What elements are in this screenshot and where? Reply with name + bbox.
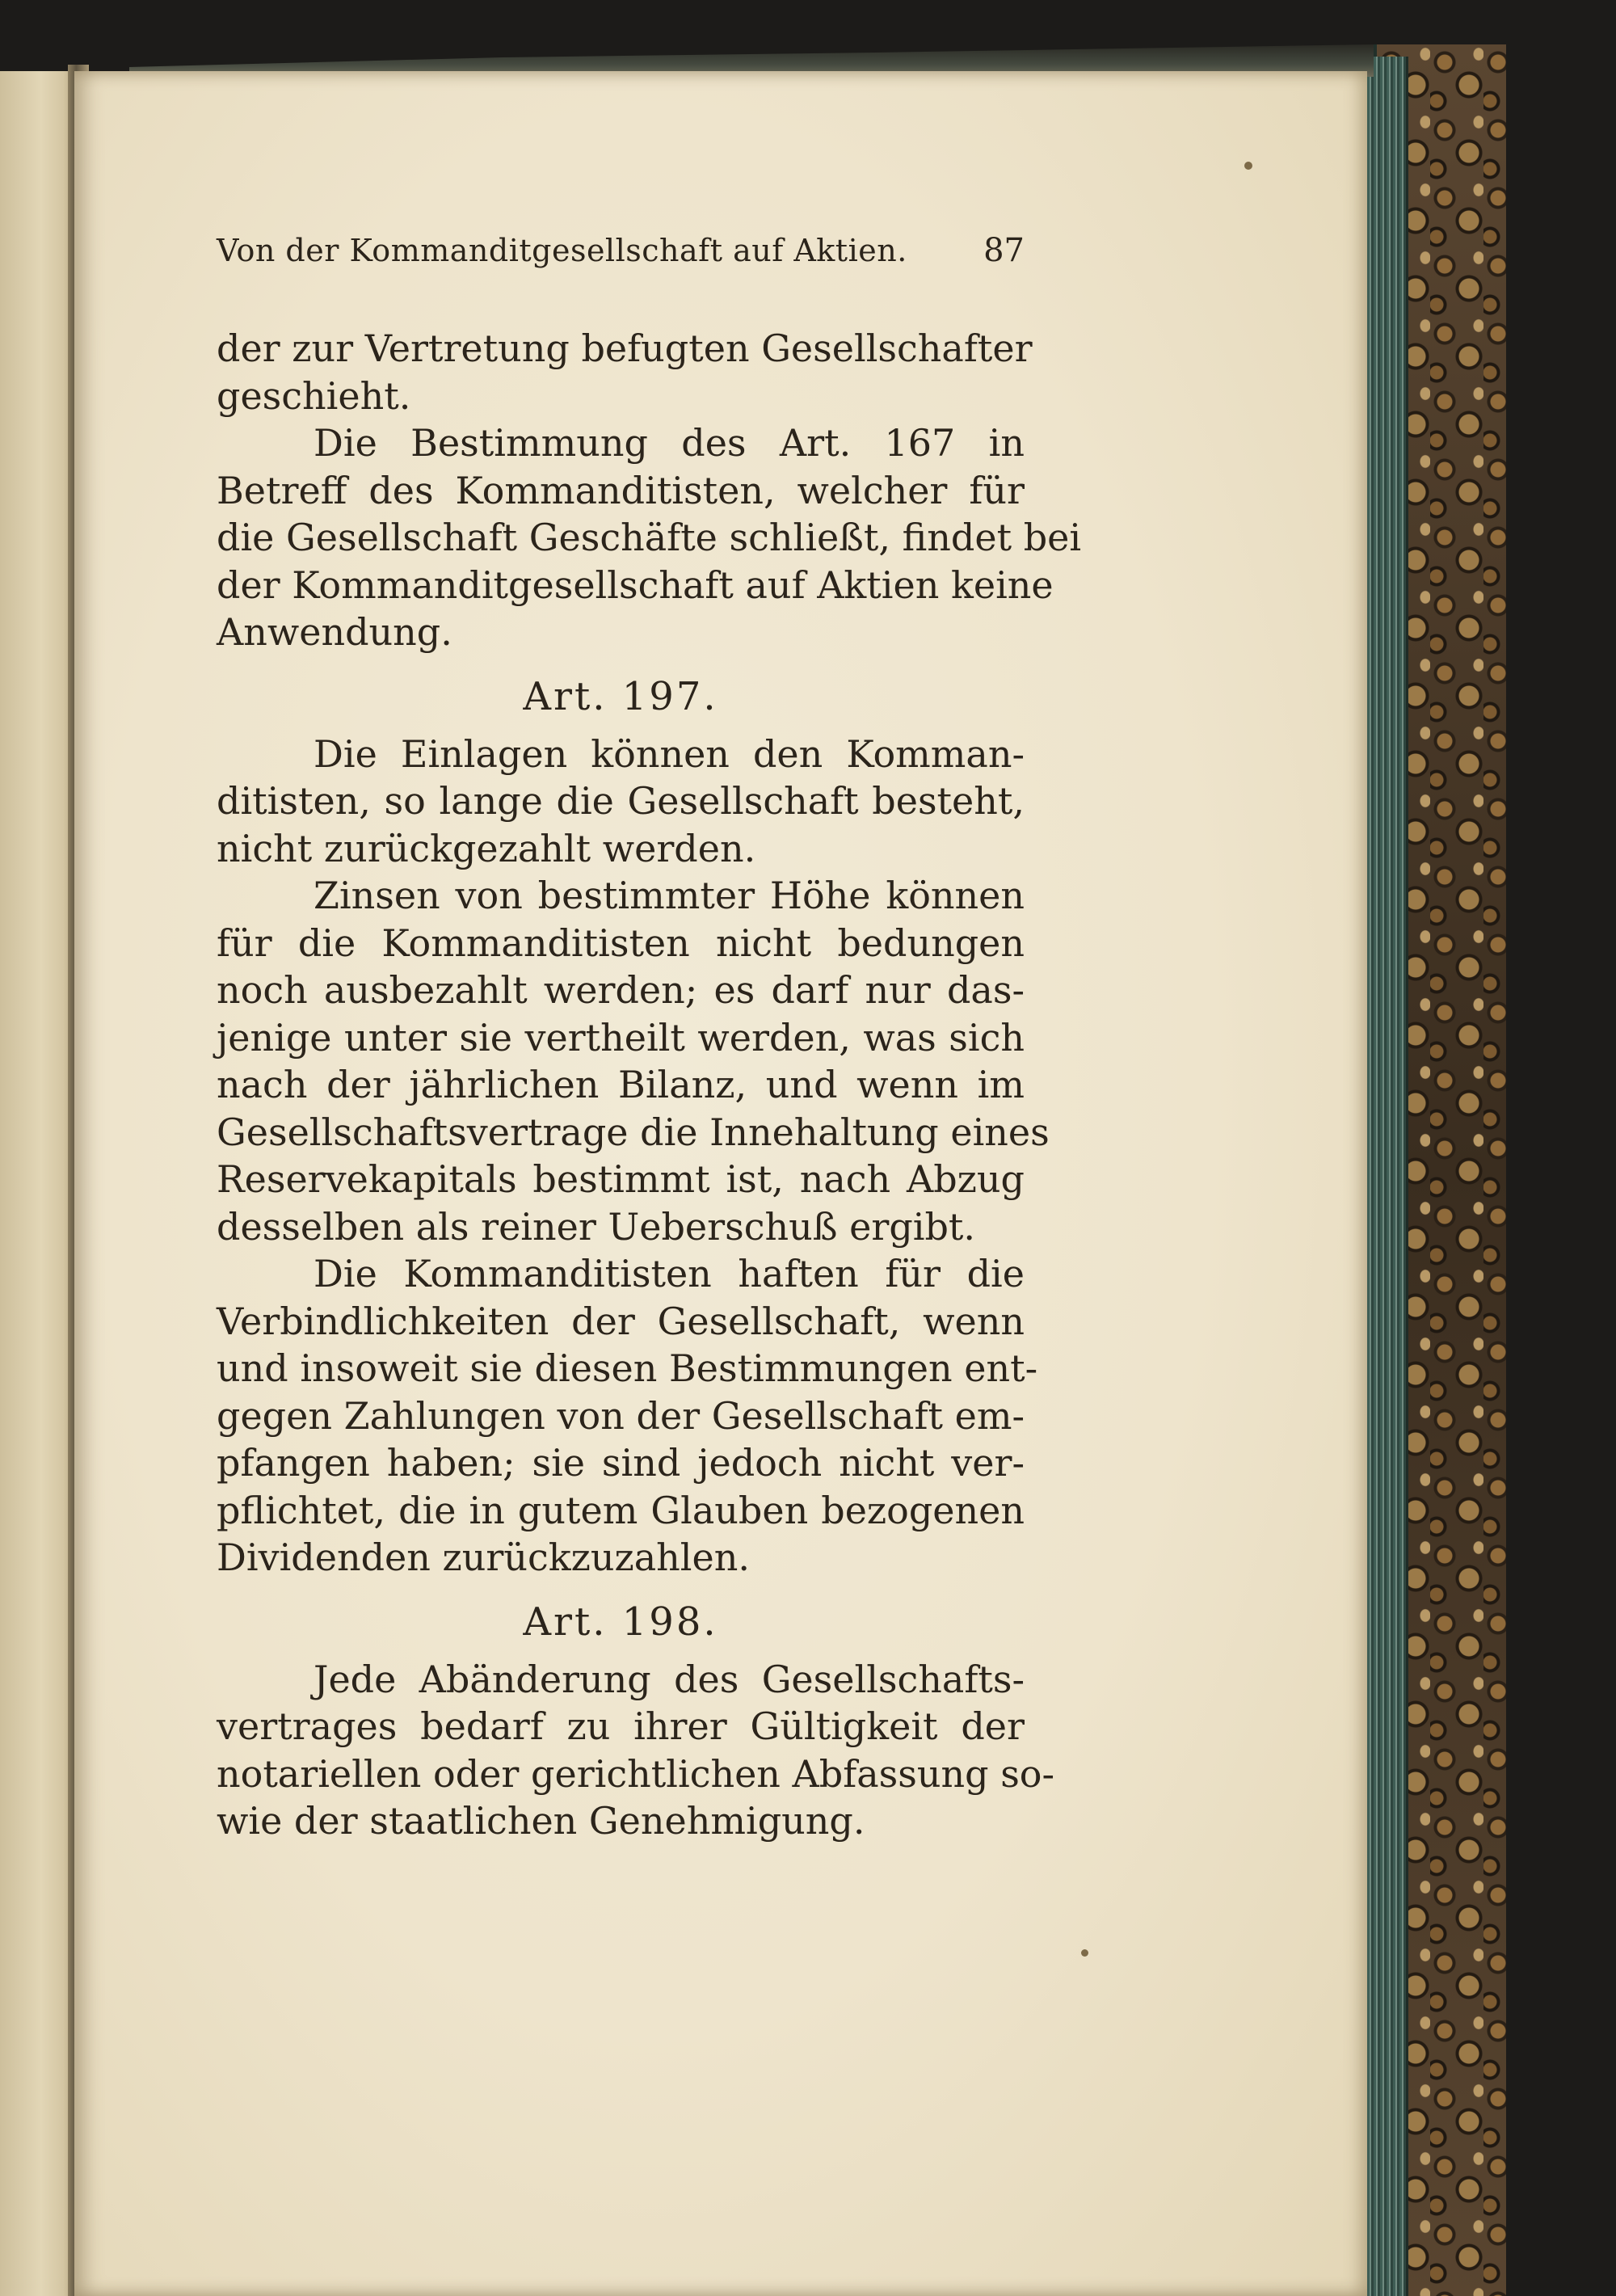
- article-heading-198: Art. 198.: [523, 1599, 718, 1645]
- text-line: die Gesellschaft Geschäfte schließt, findet bei: [217, 516, 1082, 559]
- text-line: Die Einlagen können den Komman-: [314, 731, 1025, 776]
- text-line: pfangen haben; sie sind jedoch nicht ver-: [217, 1441, 1025, 1485]
- text-line: für die Kommanditisten nicht bedungen: [217, 921, 1025, 965]
- text-line: Die Bestimmung des Art. 167 in: [314, 421, 1025, 465]
- running-head: [217, 226, 1025, 275]
- text-line: vertrages bedarf zu ihrer Gültigkeit der: [217, 1704, 1025, 1748]
- text-line: notariellen oder gerichtlichen Abfassung so-: [217, 1751, 1055, 1796]
- text-line: geschieht.: [217, 373, 411, 418]
- text-line: gegen Zahlungen von der Gesellschaft em-: [217, 1393, 1025, 1438]
- text-line: nach der jährlichen Bilanz, und wenn im: [217, 1063, 1025, 1106]
- text-line: desselben als reiner Ueberschuß ergibt.: [217, 1204, 976, 1249]
- text-line: Die Kommanditisten haften für die: [314, 1252, 1025, 1295]
- running-head-title: Von der Kommanditgesellschaft auf Aktien.: [217, 233, 907, 268]
- paper-speck: [1244, 162, 1252, 170]
- text-line: der zur Vertretung befugten Gesellschafter: [217, 326, 1033, 370]
- text-line: Dividenden zurückzuzahlen.: [217, 1536, 750, 1579]
- text-line: Verbindlichkeiten der Gesellschaft, wenn: [217, 1299, 1025, 1343]
- paragraph-einlagen: [217, 731, 1025, 873]
- text-line: Betreff des Kommanditisten, welcher für: [217, 468, 1025, 512]
- text-line: Jede Abänderung des Gesellschafts-: [314, 1657, 1025, 1701]
- paragraph-continuation: [217, 325, 1033, 419]
- page-number: 87: [983, 232, 1025, 269]
- text-line: pflichtet, die in gutem Glauben bezogenen: [217, 1488, 1025, 1532]
- text-line: Gesellschaftsvertrage die Innehaltung eines: [217, 1110, 1050, 1154]
- text-line: Zinsen von bestimmter Höhe können: [314, 874, 1025, 917]
- article-heading-197: Art. 197.: [523, 673, 718, 719]
- text-line: nicht zurückgezahlt werden.: [217, 826, 756, 870]
- paper-speck: [1081, 1949, 1088, 1957]
- text-line: jenige unter sie vertheilt werden, was sich: [217, 1015, 1025, 1060]
- facing-page-edge: [0, 71, 74, 2296]
- paragraph-bestimmung: [217, 419, 1082, 656]
- text-line: Reservekapitals bestimmt ist, nach Abzug: [217, 1157, 1025, 1201]
- text-line: und insoweit sie diesen Bestimmungen ent-: [217, 1346, 1038, 1390]
- text-line: der Kommanditgesellschaft auf Aktien keine: [217, 562, 1054, 607]
- paragraph-haften: [217, 1250, 1038, 1582]
- text-line: Anwendung.: [217, 610, 452, 654]
- text-line: wie der staatlichen Genehmigung.: [217, 1799, 865, 1843]
- paragraph-zinsen: [217, 872, 1050, 1250]
- text-line: ditisten, so lange die Gesellschaft besteht,: [217, 779, 1025, 823]
- text-line: noch ausbezahlt werden; es darf nur das-: [217, 968, 1025, 1012]
- paragraph-abaenderung: [217, 1656, 1055, 1845]
- page-text: [217, 226, 1082, 1845]
